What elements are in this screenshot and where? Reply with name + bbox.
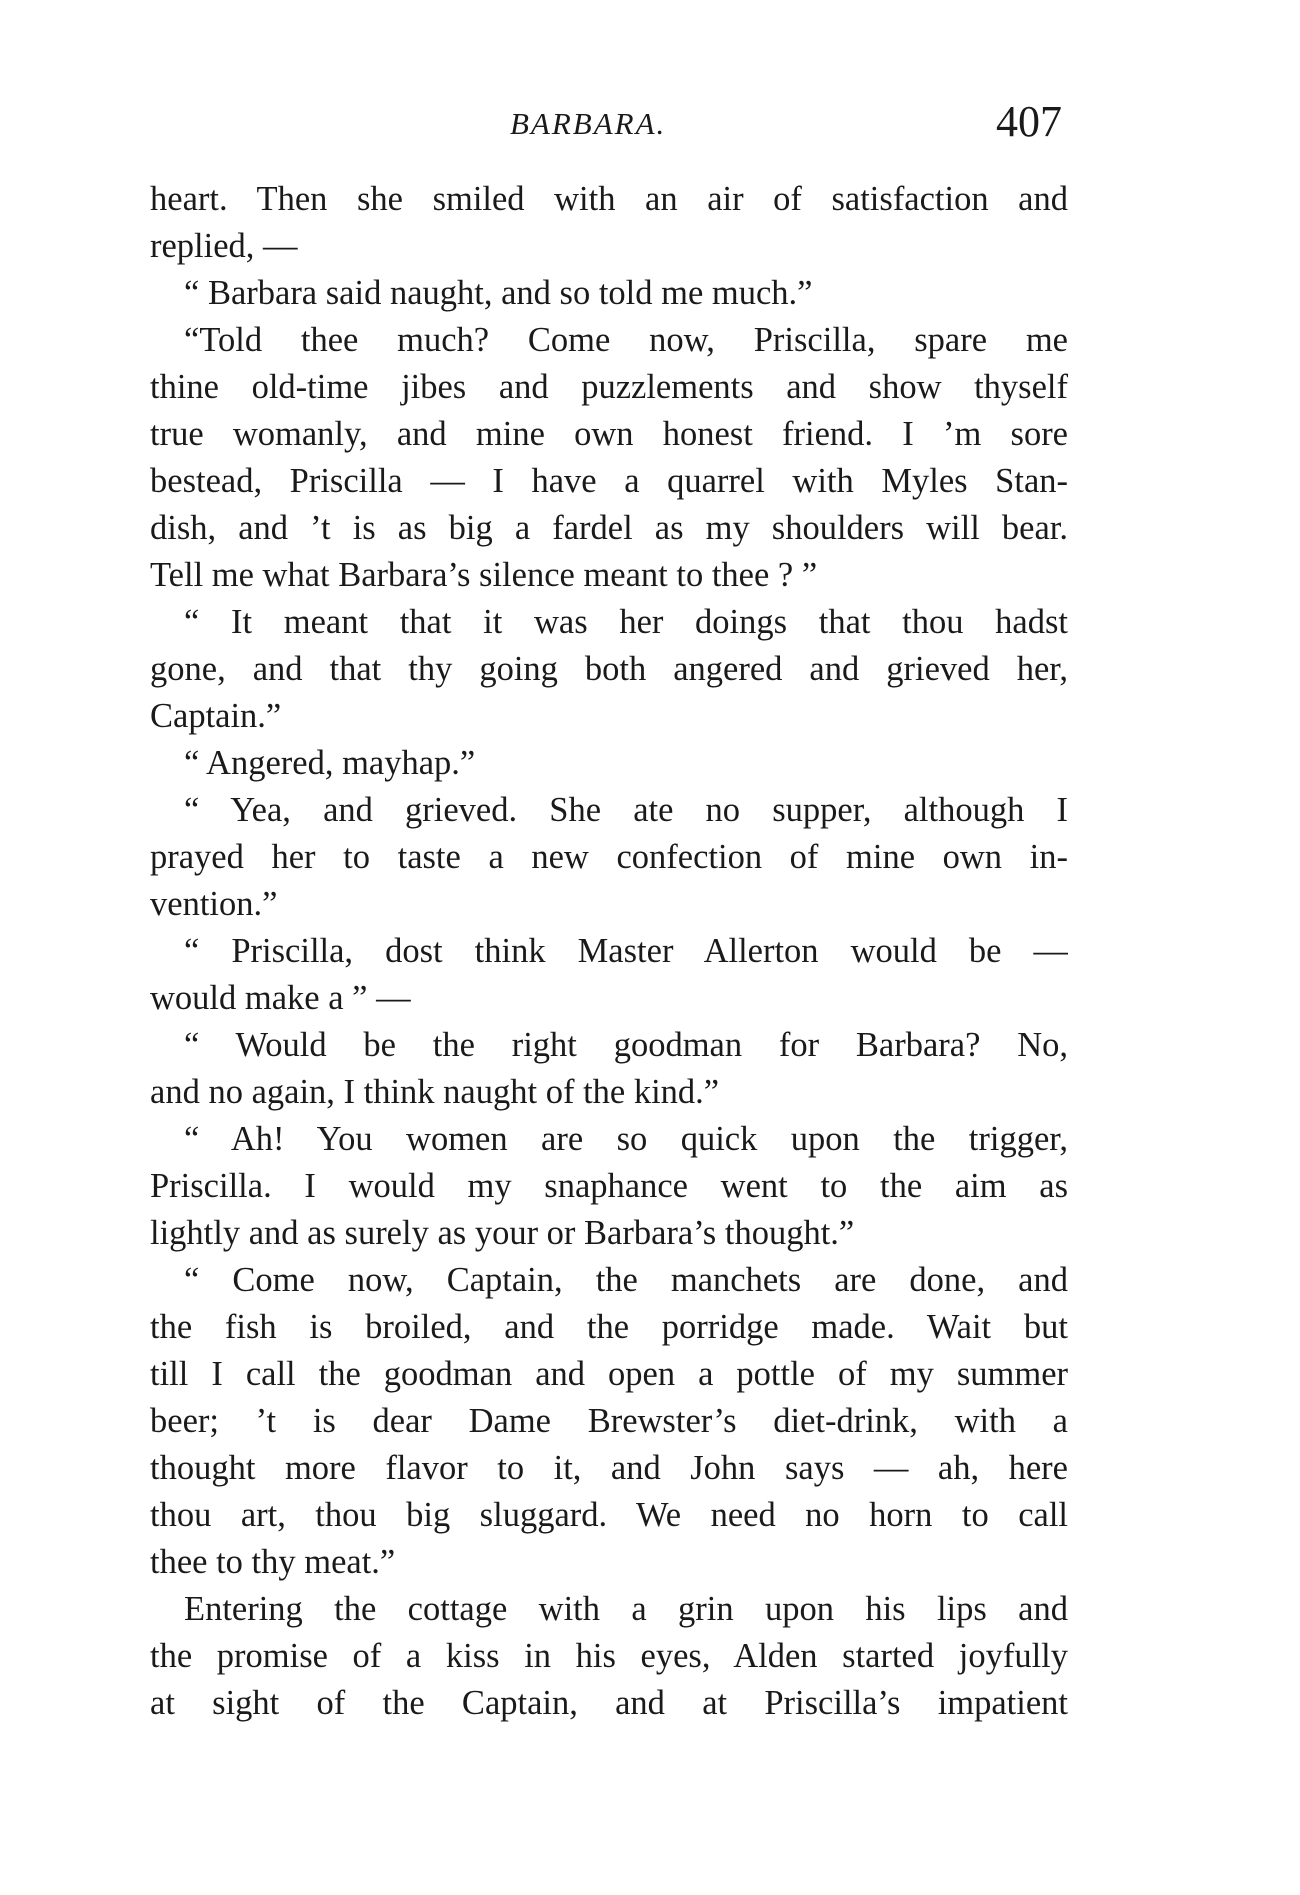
text-line: “ Barbara said naught, and so told me much.”	[184, 274, 813, 312]
running-title: BARBARA.	[510, 106, 667, 141]
text-line: Captain.”	[150, 697, 282, 735]
running-head	[150, 96, 1070, 156]
page-number: 407	[996, 97, 1062, 146]
text-line: vention.”	[150, 885, 278, 923]
text-line: “ Angered, mayhap.”	[184, 744, 476, 782]
text-line: Entering the cottage with a grin upon his lips and	[184, 1590, 1068, 1628]
text-line: “ It meant that it was her doings that thou hadst	[184, 603, 1068, 641]
text-line: “Told thee much? Come now, Priscilla, spare me	[184, 321, 1068, 359]
text-line: “ Priscilla, dost think Master Allerton would be —	[184, 932, 1068, 970]
text-line: replied, —	[150, 227, 298, 265]
text-line: thought more flavor to it, and John says — ah, here	[150, 1449, 1068, 1487]
text-line: beer; ’t is dear Dame Brewster’s diet-drink, with a	[150, 1402, 1068, 1440]
text-line: at sight of the Captain, and at Priscilla’s impatient	[150, 1684, 1068, 1722]
text-line: “ Would be the right goodman for Barbara? No,	[184, 1026, 1068, 1064]
text-line: “ Ah! You women are so quick upon the trigger,	[184, 1120, 1068, 1158]
body-text	[150, 176, 1068, 1727]
text-line: gone, and that thy going both angered and grieved her,	[150, 650, 1068, 688]
text-line: thine old-time jibes and puzzlements and show thyself	[150, 368, 1068, 406]
text-line: the promise of a kiss in his eyes, Alden started joyfully	[150, 1637, 1068, 1675]
text-line: the fish is broiled, and the porridge made. Wait but	[150, 1308, 1068, 1346]
text-line: lightly and as surely as your or Barbara’s thought.”	[150, 1214, 855, 1252]
text-line: dish, and ’t is as big a fardel as my shoulders will bear.	[150, 509, 1068, 547]
text-line: thee to thy meat.”	[150, 1543, 396, 1581]
text-line: would make a ” —	[150, 979, 411, 1017]
text-line: “ Yea, and grieved. She ate no supper, although I	[184, 791, 1068, 829]
text-line: thou art, thou big sluggard. We need no horn to call	[150, 1496, 1068, 1534]
text-line: prayed her to taste a new confection of mine own in-	[150, 838, 1068, 876]
text-line: till I call the goodman and open a pottle of my summer	[150, 1355, 1068, 1393]
text-line: “ Come now, Captain, the manchets are done, and	[184, 1261, 1068, 1299]
text-line: bestead, Priscilla — I have a quarrel with Myles Stan-	[150, 462, 1068, 500]
text-line: heart. Then she smiled with an air of satisfaction and	[150, 180, 1068, 218]
text-line: and no again, I think naught of the kind.”	[150, 1073, 720, 1111]
text-line: true womanly, and mine own honest friend. I ’m sore	[150, 415, 1068, 453]
text-line: Priscilla. I would my snaphance went to the aim as	[150, 1167, 1068, 1205]
text-line: Tell me what Barbara’s silence meant to thee ? ”	[150, 556, 818, 594]
